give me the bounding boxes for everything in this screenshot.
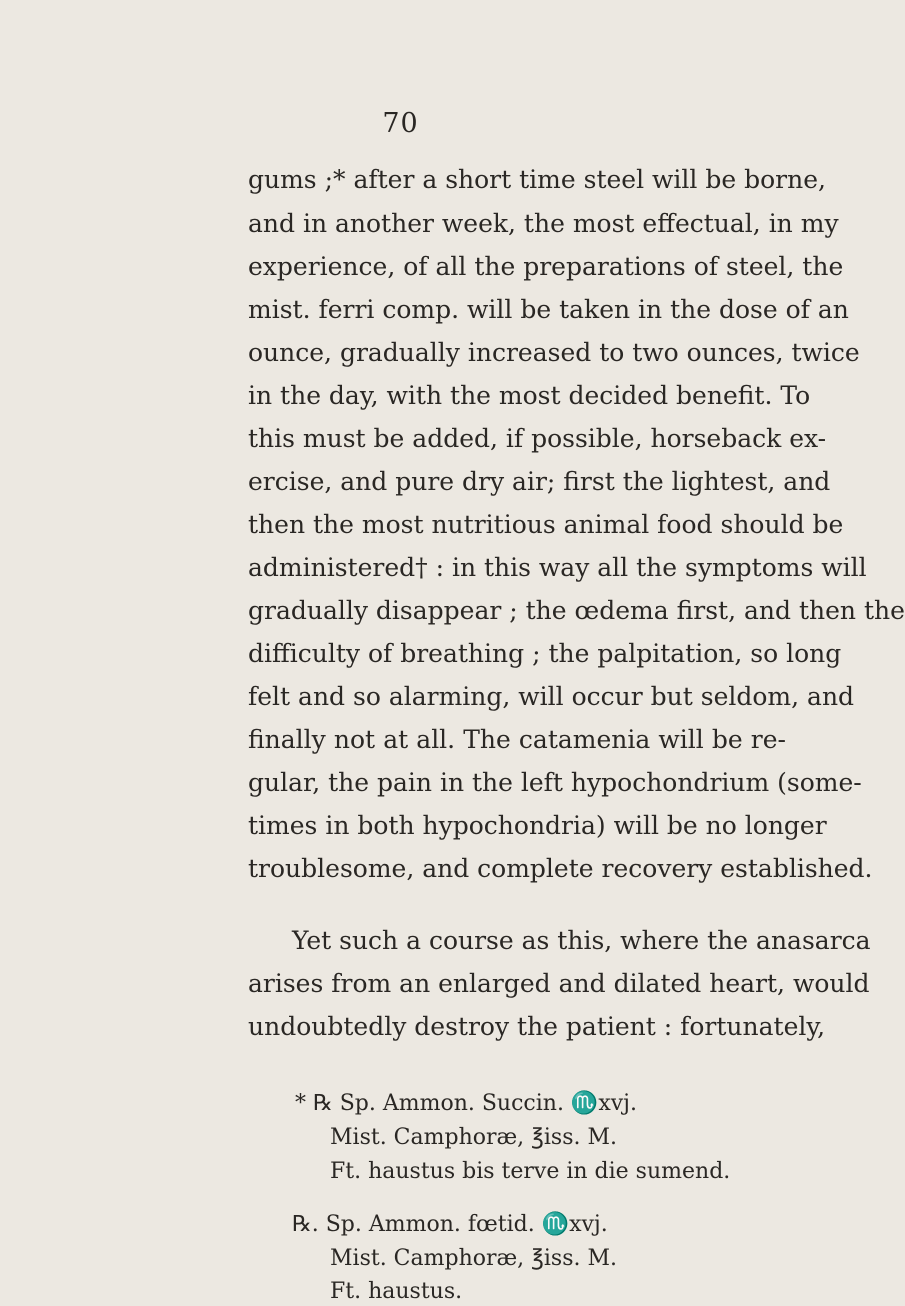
footnote-line: * ℞ Sp. Ammon. Succin. ♏xvj. — [295, 1091, 637, 1116]
footnote-line: Mist. Camphoræ, ℥iss. M. — [330, 1246, 617, 1271]
text-line: times in both hypochondria) will be no longer — [248, 811, 827, 840]
text-line: finally not at all. The catamenia will be re- — [248, 725, 786, 754]
text-line: gular, the pain in the left hypochondrium (some- — [248, 768, 862, 797]
text-line: arises from an enlarged and dilated heart, would — [248, 969, 870, 998]
text-line: troublesome, and complete recovery established. — [248, 854, 873, 883]
text-line: undoubtedly destroy the patient : fortunately, — [248, 1012, 826, 1041]
text-line: administered† : in this way all the symptoms will — [248, 553, 867, 582]
text-line: Yet such a course as this, where the anasarca — [292, 926, 871, 955]
footnote-line: ℞. Sp. Ammon. fœtid. ♏xvj. — [292, 1212, 608, 1237]
footnote-line: Ft. haustus. — [330, 1279, 463, 1304]
text-line: gradually disappear ; the œdema first, and then the — [248, 596, 905, 625]
text-line: difficulty of breathing ; the palpitation, so long — [248, 639, 842, 668]
footnote-line: Ft. haustus bis terve in die sumend. — [330, 1159, 731, 1184]
text-line: then the most nutritious animal food should be — [248, 510, 844, 539]
page-number: 70 — [382, 108, 419, 139]
text-line: ounce, gradually increased to two ounces, twice — [248, 338, 860, 367]
text-line: gums ;* after a short time steel will be borne, — [248, 165, 826, 194]
text-line: ercise, and pure dry air; first the lightest, and — [248, 467, 831, 496]
text-line: experience, of all the preparations of steel, the — [248, 252, 844, 281]
text-line: felt and so alarming, will occur but seldom, and — [248, 682, 855, 711]
text-line: mist. ferri comp. will be taken in the dose of an — [248, 295, 849, 324]
text-line: and in another week, the most effectual, in my — [248, 209, 839, 238]
footnote-line: Mist. Camphoræ, ℥iss. M. — [330, 1125, 617, 1150]
text-line: in the day, with the most decided benefit. To — [248, 381, 811, 410]
text-line: this must be added, if possible, horseback ex- — [248, 424, 827, 453]
